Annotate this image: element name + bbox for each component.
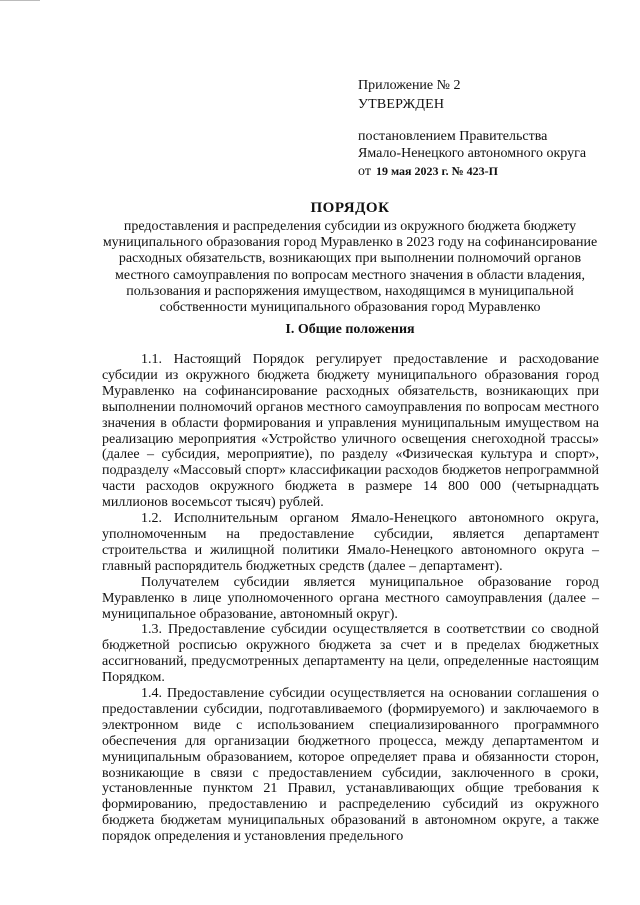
paragraph-1-4: 1.4. Предоставление субсидии осуществляется на основании соглашения о предоставлении субсидии, подготавливаемого (формируемого) и заключаемого в электронном виде с использованием специализированного программного обеспечения для организации бюджетного процесса, между департаментом и муниципальным образованием, которое определяет права и обязанности сторон, возникающие в связи с предоставлением субсидии, заключенного в сроки, установленные пунктом 21 Правил, устанавливающих общие требования к формированию, предоставлению и распределению субсидий из окружного бюджета бюджетам муниципальных образований в автономном округе, а также порядок определения и установления предельного (102, 686, 599, 845)
document-title-block (100, 198, 600, 316)
appendix-number: Приложение № 2 (358, 78, 461, 93)
paragraph-recipient: Получателем субсидии является муниципальное образование город Муравленко в лице уполномоченного органа местного самоуправления (далее – муниципальное образование, автономный округ). (102, 574, 599, 622)
decree-line-2: Ямало-Ненецкого автономного округа (358, 146, 587, 161)
decree-date-value: 19 мая 2023 г. № 423-П (375, 164, 499, 178)
document-title: ПОРЯДОК (310, 200, 390, 216)
paragraph-1-1: 1.1. Настоящий Порядок регулирует предоставление и расходование субсидии из окружного бюджета бюджету муниципального образования город Муравленко на софинансирование расходных обязательств, возникающих при выполнении полномочий органов местного самоуправления по вопросам местного значения в области формирования и управления муниципальным имуществом на реализацию мероприятия «Устройство уличного освещения снегоходной трассы» (далее – субсидия, мероприятие), по разделу «Физическая культура и спорт», подразделу «Массовый спорт» классификации расходов бюджетов непрограммной части расходов окружного бюджета в размере 14 800 000 (четырнадцать миллионов восемьсот тысяч) рублей. (102, 352, 599, 511)
scan-edge-mark (0, 0, 40, 1)
document-subtitle: предоставления и распределения субсидии из окружного бюджета бюджету муниципального образования город Муравленко в 2023 году на софинансирование расходных обязательств, возникающих при выполнении полномочий органов местного самоуправления по вопросам местного значения в области владения, пользования и распоряжения имуществом, находящимся в муниципальной собственности муниципального образования город Муравленко (102, 219, 598, 316)
decree-date-line (358, 163, 628, 180)
decree-line-1: постановлением Правительства (358, 129, 548, 144)
section-heading: I. Общие положения (285, 322, 415, 337)
appendix-block (358, 77, 628, 180)
paragraph-1-2: 1.2. Исполнительным органом Ямало-Ненецкого автономного округа, уполномоченным на предоставление субсидии, является департамент строительства и жилищной политики Ямало-Ненецкого автономного округа – главный распорядитель бюджетных средств (далее – департамент). (102, 511, 599, 574)
document-body (102, 352, 599, 845)
date-prefix: от (358, 164, 371, 179)
paragraph-1-3: 1.3. Предоставление субсидии осуществляется в соответствии со сводной бюджетной росписью окружного бюджета за счет и в пределах бюджетных ассигнований, предусмотренных департаменту на цели, определенные настоящим Порядком. (102, 622, 599, 686)
approved-label: УТВЕРЖДЕН (358, 97, 445, 112)
